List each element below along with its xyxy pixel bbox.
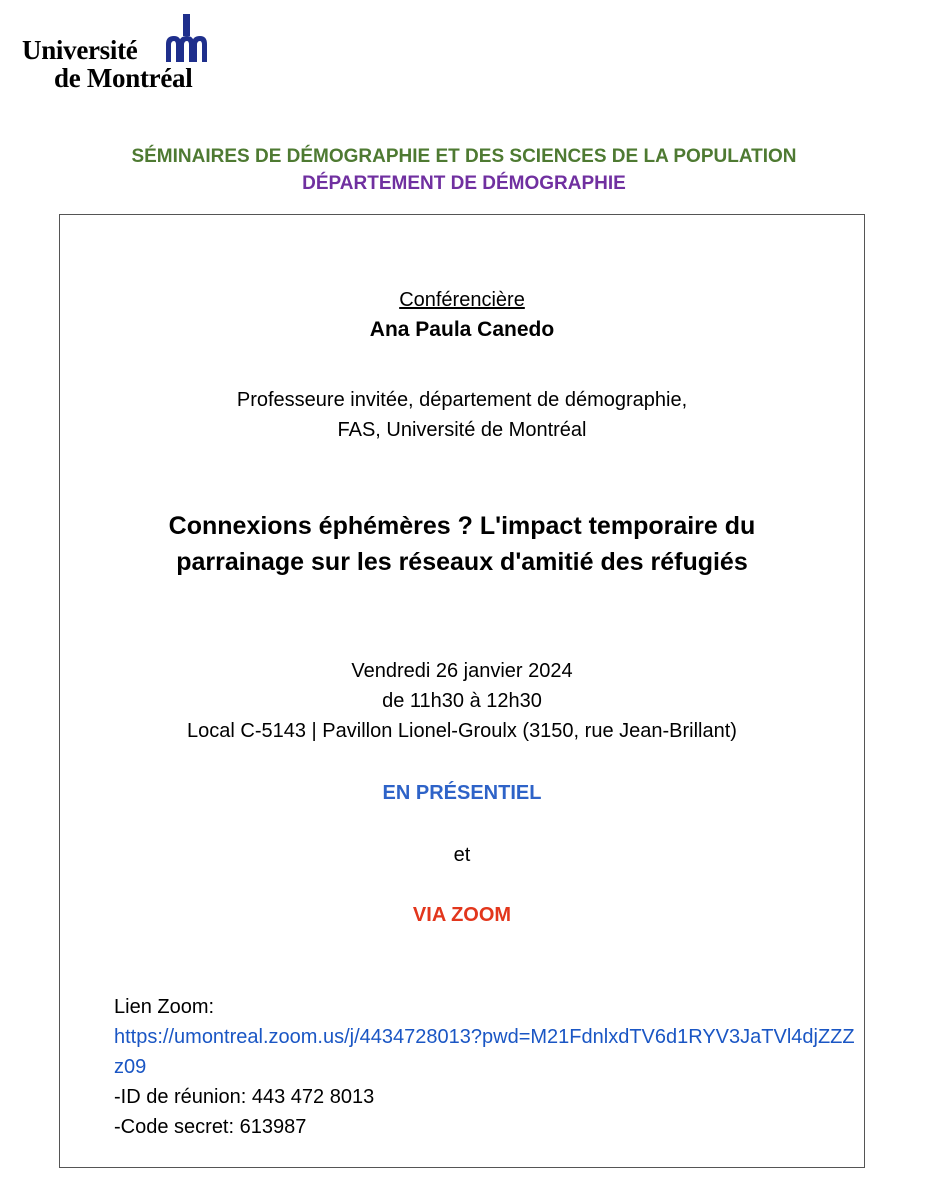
affiliation-line-1: Professeure invitée, département de démographie, [236,389,688,411]
meeting-passcode: -Code secret: 613987 [114,1116,307,1138]
zoom-link-label: Lien Zoom: [114,996,215,1018]
zoom-mode: VIA ZOOM [412,904,512,926]
zoom-link[interactable]: https://umontreal.zoom.us/j/4434728013?pwd=M21FdnlxdTV6d1RYV3JaTVl4djZZZz09 [114,1026,855,1078]
department-title: DÉPARTEMENT DE DÉMOGRAPHIE [302,173,626,194]
event-schedule [60,656,864,746]
seminar-series-title: SÉMINAIRES DE DÉMOGRAPHIE ET DES SCIENCES DE LA POPULATION [131,146,797,167]
university-logo [22,14,222,94]
speaker-name: Ana Paula Canedo [369,318,555,341]
zoom-details [114,992,858,1142]
speaker-label: Conférencière [399,289,525,311]
affiliation-line-2: FAS, Université de Montréal [337,419,587,441]
meeting-id: -ID de réunion: 443 472 8013 [114,1086,375,1108]
event-location: Local C-5143 | Pavillon Lionel-Groulx (3150, rue Jean-Brillant) [187,720,737,742]
speaker-affiliation [60,385,864,445]
udem-emblem-icon [164,14,212,64]
talk-title-line-1: Connexions éphémères ? L'impact temporaire du [168,512,756,540]
event-date: Vendredi 26 janvier 2024 [351,660,573,682]
in-person-mode: EN PRÉSENTIEL [382,782,542,804]
talk-title-line-2: parrainage sur les réseaux d'amitié des réfugiés [176,548,748,576]
talk-title [60,508,864,580]
event-details-box [59,214,865,1168]
logo-line-1: Université [22,35,138,65]
logo-line-2: de Montréal [54,63,193,93]
mode-conjunction: et [453,844,471,866]
event-time: de 11h30 à 12h30 [382,690,542,712]
